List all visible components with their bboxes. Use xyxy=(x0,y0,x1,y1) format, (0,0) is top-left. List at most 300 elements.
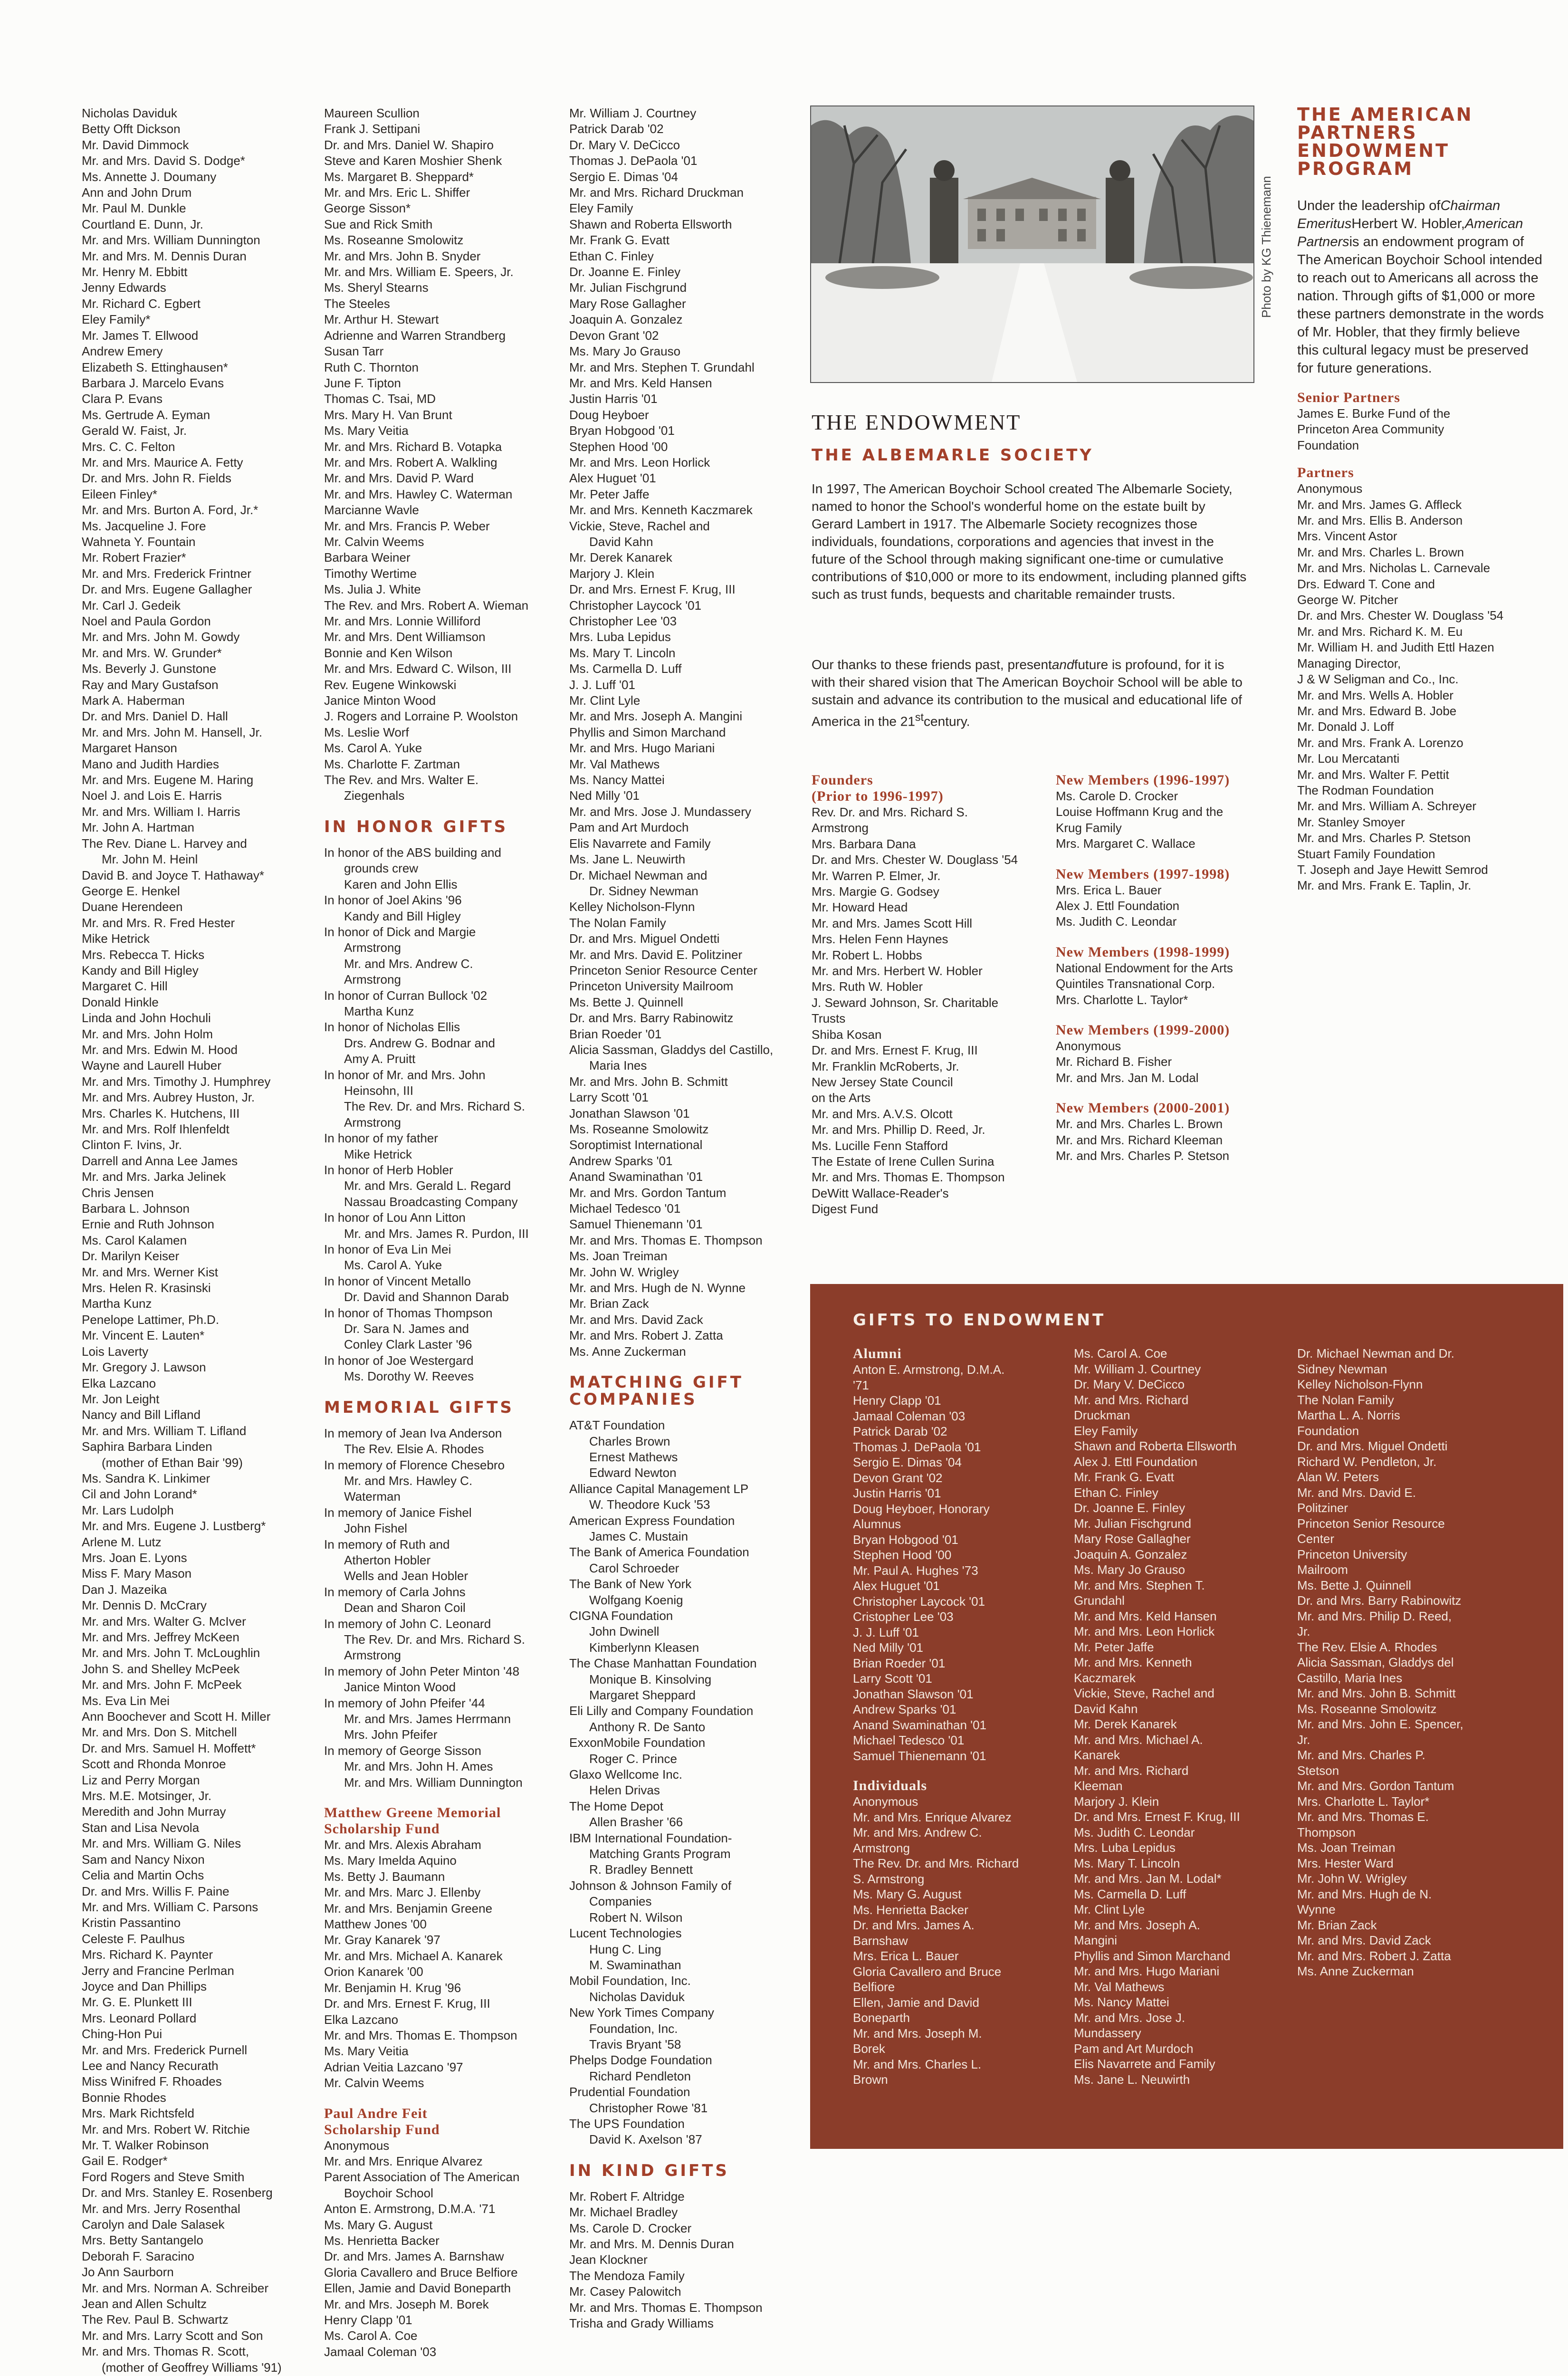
list-item: Mr. Robert Frazier* xyxy=(82,550,186,565)
list-item: Mr. T. Walker Robinson xyxy=(82,2138,209,2152)
list-item: Mr. Carl J. Gedeik xyxy=(82,598,181,613)
list-item: Kristin Passantino xyxy=(82,1916,181,1930)
list-item: Lucent Technologies xyxy=(569,1926,682,1941)
list-item: The Steeles xyxy=(324,296,390,311)
list-item: Mr. and Mrs. Andrew C. xyxy=(853,1825,982,1839)
list-item: Carolyn and Dale Salasek xyxy=(82,2217,225,2232)
list-item: Anand Swaminathan '01 xyxy=(569,1169,703,1184)
list-item: The UPS Foundation xyxy=(569,2116,685,2131)
list-item: Mr. and Mrs. Charles P. xyxy=(1297,1748,1425,1762)
senior-partners-heading: Senior Partners xyxy=(1297,390,1400,405)
matching-gift-heading: MATCHING GIFT COMPANIES xyxy=(569,1373,744,1409)
feit-fund-heading: Paul Andre Feit Scholarship Fund xyxy=(324,2105,440,2137)
list-item: Dr. and Mrs. John R. Fields xyxy=(82,471,231,486)
list-item: Ms. Carmella D. Luff xyxy=(569,661,682,676)
list-item: The Estate of Irene Cullen Surina xyxy=(812,1154,994,1169)
list-item: W. Theodore Kuck '53 xyxy=(589,1497,710,1512)
list-item: Helen Drivas xyxy=(589,1783,660,1798)
list-item: Mr. and Mrs. Philip D. Reed, xyxy=(1297,1609,1452,1623)
founders-list xyxy=(812,805,1035,1217)
list-item: Mr. and Mrs. Gordon Tantum xyxy=(1297,1779,1454,1793)
list-item: Justin Harris '01 xyxy=(569,392,658,406)
list-item: J & W Seligman and Co., Inc. xyxy=(1297,672,1459,687)
in-kind-list xyxy=(569,2189,797,2332)
list-item: Stephen Hood '00 xyxy=(853,1548,952,1562)
list-item: Mr. William J. Courtney xyxy=(569,106,697,120)
list-item: Mr. Casey Palowitch xyxy=(569,2284,681,2299)
new-members-1998-list xyxy=(1056,960,1265,1008)
list-item: Mark A. Haberman xyxy=(82,693,185,708)
list-item: Martha Kunz xyxy=(344,1004,414,1018)
list-item: ExxonMobile Foundation xyxy=(569,1735,706,1750)
list-item: Eley Family xyxy=(569,201,633,216)
alumni-list xyxy=(853,1362,1062,1763)
donor-column-1 xyxy=(82,105,305,2376)
list-item: Wahneta Y. Fountain xyxy=(82,534,196,549)
list-item: In honor of Thomas Thompson xyxy=(324,1305,493,1320)
gifts-to-endowment-heading: GIFTS TO ENDOWMENT xyxy=(853,1311,1106,1330)
list-item: John S. and Shelley McPeek xyxy=(82,1661,240,1676)
new-members-2000-heading: New Members (2000-2001) xyxy=(1056,1100,1230,1116)
list-item: Mr. and Mrs. John B. Snyder xyxy=(324,249,481,263)
list-item: Wayne and Laurell Huber xyxy=(82,1058,221,1073)
list-item: Ned Milly '01 xyxy=(853,1640,924,1655)
list-item: Duane Herendeen xyxy=(82,900,183,914)
list-item: Jamaal Coleman '03 xyxy=(324,2344,437,2359)
list-item: New York Times Company xyxy=(569,2005,714,2020)
list-item: Belfiore xyxy=(853,1980,895,1994)
list-item: Mr. and Mrs. William E. Speers, Jr. xyxy=(324,265,514,279)
list-item: Anonymous xyxy=(1297,481,1363,496)
list-item: Mr. and Mrs. Benjamin Greene xyxy=(324,1901,493,1916)
list-item: Robert N. Wilson xyxy=(589,1910,683,1925)
list-item: Mr. Clint Lyle xyxy=(1074,1902,1145,1916)
list-item: '71 xyxy=(853,1378,869,1392)
list-item: S. Armstrong xyxy=(853,1871,925,1886)
list-item: Drs. Edward T. Cone and xyxy=(1297,576,1435,591)
list-item: Mr. and Mrs. Frederick Frintner xyxy=(82,566,251,581)
list-item: (mother of Ethan Bair '99) xyxy=(102,1455,243,1470)
list-item: The Rev. Dr. and Mrs. Richard S. xyxy=(344,1099,525,1114)
list-item: Mike Hetrick xyxy=(344,1147,412,1161)
list-item: Ray and Mary Gustafson xyxy=(82,677,219,692)
list-item: Mr. Vincent E. Lauten* xyxy=(82,1328,205,1343)
list-item: Ms. Carol A. Coe xyxy=(324,2328,418,2343)
list-item: Richard Pendleton xyxy=(589,2069,691,2083)
list-item: Mr. and Mrs. John T. McLoughlin xyxy=(82,1646,260,1660)
list-item: Kandy and Bill Higley xyxy=(82,963,199,977)
list-item: Mrs. Vincent Astor xyxy=(1297,529,1397,544)
list-item: Mr. and Mrs. Edward B. Jobe xyxy=(1297,703,1457,718)
list-item: Samuel Thienemann '01 xyxy=(569,1217,703,1232)
donor-list xyxy=(82,105,305,2376)
list-item: Ching-Hon Pui xyxy=(82,2027,163,2041)
list-item: Foundation xyxy=(1297,1423,1359,1438)
list-item: Phyllis and Simon Marchand xyxy=(1074,1948,1231,1963)
list-item: Mr. and Mrs. Keld Hansen xyxy=(1074,1609,1217,1623)
list-item: Mr. and Mrs. Kenneth Kaczmarek xyxy=(569,503,753,517)
list-item: Mr. and Mrs. John E. Spencer, xyxy=(1297,1717,1463,1731)
list-item: Mr. Howard Head xyxy=(812,900,908,915)
list-item: Dr. and Mrs. Barry Rabinowitz xyxy=(569,1011,734,1025)
list-item: Dr. and Mrs. Stanley E. Rosenberg xyxy=(82,2185,273,2200)
list-item: Krug Family xyxy=(1056,820,1122,835)
list-item: In honor of Joe Westergard xyxy=(324,1353,474,1368)
list-item: Ms. Jacqueline J. Fore xyxy=(82,518,206,533)
list-item: Ms. Mary T. Lincoln xyxy=(569,645,676,660)
list-item: Princeton University xyxy=(1297,1547,1407,1562)
list-item: Ms. Annette J. Doumany xyxy=(82,169,217,184)
list-item: Nicholas Daviduk xyxy=(589,1989,685,2004)
list-item: In honor of Mr. and Mrs. John xyxy=(324,1067,486,1082)
list-item: James E. Burke Fund of the xyxy=(1297,406,1451,421)
list-item: Mrs. Margie G. Godsey xyxy=(812,884,939,899)
list-item: Alan W. Peters xyxy=(1297,1470,1379,1484)
list-item: Mr. John M. Heinl xyxy=(102,852,198,867)
list-item: Mr. and Mrs. William A. Schreyer xyxy=(1297,799,1477,814)
list-item: Patrick Darab '02 xyxy=(853,1424,947,1438)
list-item: Matching Grants Program xyxy=(589,1847,731,1861)
list-item: Marjory J. Klein xyxy=(569,566,655,581)
list-item: Ford Rogers and Steve Smith xyxy=(82,2169,245,2184)
list-item: Eli Lilly and Company Foundation xyxy=(569,1704,754,1718)
list-item: Mr. and Mrs. Enrique Alvarez xyxy=(853,1810,1012,1824)
list-item: Dr. Marilyn Keiser xyxy=(82,1249,180,1264)
list-item: In memory of Janice Fishel xyxy=(324,1505,472,1520)
list-item: Ms. Julia J. White xyxy=(324,582,421,597)
list-item: John Fishel xyxy=(344,1521,407,1536)
list-item: Mr. and Mrs. John H. Ames xyxy=(344,1759,493,1774)
list-item: John Dwinell xyxy=(589,1624,660,1639)
list-item: Mr. and Mrs. Werner Kist xyxy=(82,1265,219,1279)
list-item: Dr. and Mrs. Chester W. Douglass '54 xyxy=(1297,608,1504,623)
list-item: American Express Foundation xyxy=(569,1513,735,1528)
list-item: Princeton Senior Resource xyxy=(1297,1516,1445,1531)
list-item: Mr. and Mrs. Lonnie Williford xyxy=(324,614,481,628)
list-item: Kelley Nicholson-Flynn xyxy=(569,900,695,914)
list-item: The Rev. Dr. and Mrs. Richard S. xyxy=(344,1632,525,1647)
endowment-paragraph-1: In 1997, The American Boychoir School created The Albemarle Society, named to honor the School's wonderful home on the estate built by Gerard Lambert in 1917. The Albemarle Society recognizes those individuals, foundations, corporations and agencies that invest in the future of the School through making significant one-time or cumulative contributions of $10,000 or more to its endowment, including planned gifts such as trust funds, bequests and charitable remainder trusts. xyxy=(812,481,1247,602)
list-item: Mr. and Mrs. Richard Kleeman xyxy=(1056,1132,1223,1147)
list-item: Mr. and Mrs. Hugh de N. xyxy=(1297,1887,1432,1901)
list-item: Mr. and Mrs. Hugo Mariani xyxy=(569,741,715,756)
list-item: Ann Boochever and Scott H. Miller xyxy=(82,1709,271,1724)
list-item: Princeton University Mailroom xyxy=(569,979,734,994)
list-item: Devon Grant '02 xyxy=(569,328,659,343)
list-item: Dr. David and Shannon Darab xyxy=(344,1290,509,1304)
partners-heading: Partners xyxy=(1297,465,1354,481)
list-item: Mr. and Mrs. John M. Hansell, Jr. xyxy=(82,725,263,739)
list-item: Waterman xyxy=(344,1489,401,1504)
list-item: Liz and Perry Morgan xyxy=(82,1772,200,1787)
list-item: Mr. and Mrs. Robert A. Walkling xyxy=(324,455,497,469)
list-item: Monique B. Kinsolving xyxy=(589,1672,712,1686)
list-item: In honor of Eva Lin Mei xyxy=(324,1242,451,1257)
list-item: Anonymous xyxy=(324,2138,390,2153)
list-item: Ms. Judith C. Leondar xyxy=(1074,1825,1195,1839)
list-item: Celeste F. Paulhus xyxy=(82,1931,185,1946)
list-item: Mr. Peter Jaffe xyxy=(569,487,650,501)
list-item: Shawn and Roberta Ellsworth xyxy=(569,217,732,231)
list-item: Mr. and Mrs. Wells A. Hobler xyxy=(1297,688,1453,702)
list-item: Mr. and Mrs. Rolf Ihlenfeldt xyxy=(82,1122,229,1136)
list-item: Elis Navarrete and Family xyxy=(569,836,711,851)
list-item: Ms. Anne Zuckerman xyxy=(569,1344,686,1359)
list-item: Mr. and Mrs. Charles L. Brown xyxy=(1056,1117,1223,1131)
list-item: Ms. Margaret B. Sheppard* xyxy=(324,169,474,184)
list-item: Mr. Robert L. Hobbs xyxy=(812,948,922,962)
list-item: Christopher Rowe '81 xyxy=(589,2100,708,2115)
list-item: Mr. and Mrs. Jan M. Lodal* xyxy=(1074,1871,1222,1886)
list-item: The Chase Manhattan Foundation xyxy=(569,1656,757,1671)
list-item: Mr. and Mrs. Francis P. Weber xyxy=(324,518,490,533)
list-item: Trusts xyxy=(812,1011,846,1026)
list-item: Politziner xyxy=(1297,1501,1348,1515)
list-item: Dr. and Mrs. Ernest F. Krug, III xyxy=(1074,1810,1240,1824)
list-item: Ms. Joan Treiman xyxy=(1297,1840,1396,1855)
list-item: Mary Rose Gallagher xyxy=(569,296,686,311)
new-members-column xyxy=(1056,772,1265,1164)
list-item: Kleeman xyxy=(1074,1779,1123,1793)
list-item: Rev. Dr. and Mrs. Richard S. xyxy=(812,805,968,819)
list-item: Vickie, Steve, Rachel and xyxy=(569,518,710,533)
list-item: National Endowment for the Arts xyxy=(1056,960,1233,975)
list-item: Mundassery xyxy=(1074,2026,1141,2040)
list-item: Steve and Karen Moshier Shenk xyxy=(324,153,502,168)
list-item: Henry Clapp '01 xyxy=(853,1393,941,1408)
list-item: Mr. Gray Kanarek '97 xyxy=(324,1933,440,1947)
list-item: Dr. and Mrs. Barry Rabinowitz xyxy=(1297,1593,1462,1608)
list-item: Chris Jensen xyxy=(82,1185,154,1200)
list-item: Sue and Rick Smith xyxy=(324,217,433,231)
list-item: The Rodman Foundation xyxy=(1297,783,1434,797)
list-item: Mr. Jon Leight xyxy=(82,1391,160,1406)
list-item: Ms. Joan Treiman xyxy=(569,1249,668,1264)
memorial-gifts-list xyxy=(324,1426,562,1791)
list-item: Elka Lazcano xyxy=(324,2012,399,2027)
list-item: Margaret C. Hill xyxy=(82,979,168,994)
list-item: Miss Winifred F. Rhoades xyxy=(82,2074,222,2089)
list-item: Ellen, Jamie and David xyxy=(853,1995,979,2010)
list-item: Dr. and Mrs. Ernest F. Krug, III xyxy=(812,1043,978,1058)
list-item: Mr. and Mrs. Charles L. Brown xyxy=(1297,545,1464,559)
list-item: Bonnie Rhodes xyxy=(82,2090,166,2105)
list-item: Mr. and Mrs. Thomas E. Thompson xyxy=(324,2028,517,2042)
list-item: Mrs. Betty Santangelo xyxy=(82,2233,203,2248)
list-item: Michael Tedesco '01 xyxy=(569,1201,681,1216)
list-item: Alicia Sassman, Gladdys del Castillo, xyxy=(569,1042,774,1057)
list-item: Pam and Art Murdoch xyxy=(569,820,689,835)
list-item: Mr. Paul M. Dunkle xyxy=(82,201,186,216)
list-item: Mr. and Mrs. David Zack xyxy=(569,1312,703,1327)
endowment-paragraph-2: Our thanks to these friends past, presentandfuture is profound, for it is with their shared vision that The American Boychoir School will be able to sustain and advance its contribution to the musical and educational life of America in the 21stcentury. xyxy=(812,657,1243,729)
list-item: DeWitt Wallace-Reader's xyxy=(812,1186,949,1200)
list-item: Mr. John W. Wrigley xyxy=(1297,1871,1407,1886)
list-item: Jonathan Slawson '01 xyxy=(569,1106,690,1121)
list-item: Samuel Thienemann '01 xyxy=(853,1748,986,1763)
list-item: Mr. and Mrs. Hawley C. xyxy=(344,1473,473,1488)
list-item: Mr. and Mrs. Robert W. Ritchie xyxy=(82,2122,250,2136)
list-item: Bonnie and Ken Wilson xyxy=(324,645,453,660)
list-item: Barbara Weiner xyxy=(324,550,411,565)
list-item: Mano and Judith Hardies xyxy=(82,757,220,771)
list-item: Mr. and Mrs. Thomas E. xyxy=(1297,1810,1429,1824)
list-item: Quintiles Transnational Corp. xyxy=(1056,977,1215,991)
list-item: Mr. Robert F. Altridge xyxy=(569,2189,685,2204)
founders-heading: Founders (Prior to 1996-1997) xyxy=(812,772,944,804)
list-item: Kanarek xyxy=(1074,1748,1120,1762)
list-item: Cil and John Lorand* xyxy=(82,1487,197,1502)
list-item: Lois Laverty xyxy=(82,1344,149,1359)
list-item: Ms. Jane L. Neuwirth xyxy=(569,852,686,867)
list-item: Eley Family xyxy=(1074,1423,1138,1438)
list-item: Alex Huguet '01 xyxy=(569,471,656,486)
list-item: Eley Family* xyxy=(82,312,151,327)
gifts-column-1 xyxy=(853,1346,1062,2088)
list-item: Christopher Laycock '01 xyxy=(853,1594,985,1609)
list-item: Mr. Clint Lyle xyxy=(569,693,641,708)
list-item: Mr. and Mrs. Norman A. Schreiber xyxy=(82,2280,269,2295)
list-item: Rev. Eugene Winkowski xyxy=(324,677,457,692)
list-item: Jamaal Coleman '03 xyxy=(853,1408,966,1423)
list-item: Deborah F. Saracino xyxy=(82,2249,195,2263)
list-item: Susan Tarr xyxy=(324,344,384,359)
list-item: Foundation xyxy=(1297,438,1359,452)
list-item: Mr. and Mrs. Richard Druckman xyxy=(569,185,744,200)
list-item: Shawn and Roberta Ellsworth xyxy=(1074,1439,1237,1453)
list-item: Dr. Mary V. DeCicco xyxy=(569,137,680,152)
list-item: Alex J. Ettl Foundation xyxy=(1056,899,1180,913)
list-item: In honor of Dick and Margie xyxy=(324,924,476,939)
list-item: Dr. Joanne E. Finley xyxy=(569,265,681,279)
list-item: Sergio E. Dimas '04 xyxy=(853,1455,962,1469)
list-item: Mrs. Joan E. Lyons xyxy=(82,1550,187,1565)
list-item: Atherton Hobler xyxy=(344,1552,431,1567)
senior-partners-list xyxy=(1297,406,1544,453)
list-item: Mr. and Mrs. Gerald L. Regard xyxy=(344,1178,511,1193)
list-item: Mr. and Mrs. Jeffrey McKeen xyxy=(82,1630,239,1644)
list-item: Janice Minton Wood xyxy=(324,693,436,708)
list-item: Cristopher Lee '03 xyxy=(853,1610,954,1624)
list-item: J. J. Luff '01 xyxy=(853,1625,919,1639)
list-item: Alicia Sassman, Gladdys del xyxy=(1297,1655,1454,1669)
list-item: Mrs. Helen R. Krasinski xyxy=(82,1281,211,1295)
list-item: June F. Tipton xyxy=(324,375,401,390)
list-item: Mr. and Mrs. Eric L. Shiffer xyxy=(324,185,470,200)
list-item: Mr. and Mrs. Charles P. Stetson xyxy=(1297,831,1471,845)
list-item: on the Arts xyxy=(812,1091,871,1105)
list-item: Amy A. Pruitt xyxy=(344,1052,416,1066)
list-item: Thomas J. DePaola '01 xyxy=(569,153,698,168)
list-item: Mr. and Mrs. Thomas R. Scott, xyxy=(82,2344,249,2359)
list-item: Mr. and Mrs. Dent Williamson xyxy=(324,630,486,644)
list-item: In memory of Ruth and xyxy=(324,1537,450,1552)
list-item: Drs. Andrew G. Bodnar and xyxy=(344,1035,495,1050)
list-item: Mrs. Charlotte L. Taylor* xyxy=(1297,1794,1430,1809)
list-item: Mr. and Mrs. Timothy J. Humphrey xyxy=(82,1074,271,1089)
list-item: Mr. and Mrs. Hugh de N. Wynne xyxy=(569,1281,746,1295)
list-item: Mr. G. E. Plunkett III xyxy=(82,1995,192,2010)
list-item: Mr. and Mrs. Don S. Mitchell xyxy=(82,1725,237,1740)
list-item: Ms. Jane L. Neuwirth xyxy=(1074,2072,1190,2087)
list-item: Brown xyxy=(853,2072,888,2087)
list-item: Ms. Mary T. Lincoln xyxy=(1074,1856,1180,1870)
list-item: Ernie and Ruth Johnson xyxy=(82,1217,214,1232)
list-item: David K. Axelson '87 xyxy=(589,2132,702,2147)
list-item: Stetson xyxy=(1297,1763,1339,1778)
list-item: Borek xyxy=(853,2041,885,2056)
american-partners-intro: Under the leadership ofChairman EmeritusHerbert W. Hobler,American Partnersis an endowment program of The American Boychoir School intended to reach out to Americans all across the nation. Through gifts of $1,000 or more these partners demonstrate in the words of Mr. Hobler, that they firmly believe this cultural legacy must be preserved for future generations. xyxy=(1297,198,1544,376)
list-item: Mrs. Charles K. Hutchens, III xyxy=(82,1106,240,1121)
list-item: Mr. and Mrs. Burton A. Ford, Jr.* xyxy=(82,503,258,517)
list-item: Elis Navarrete and Family xyxy=(1074,2057,1215,2071)
list-item: Nassau Broadcasting Company xyxy=(344,1194,518,1209)
list-item: Mr. Val Mathews xyxy=(569,757,660,771)
list-item: Mr. and Mrs. Gordon Tantum xyxy=(569,1185,727,1200)
list-item: Ms. Leslie Worf xyxy=(324,725,409,739)
list-item: Joyce and Dan Phillips xyxy=(82,1979,207,1993)
list-item: Ms. Judith C. Leondar xyxy=(1056,914,1177,929)
list-item: Mrs. Helen Fenn Haynes xyxy=(812,932,948,947)
list-item: Barbara L. Johnson xyxy=(82,1201,190,1216)
list-item: Jerry and Francine Perlman xyxy=(82,1963,234,1978)
list-item: Nicholas Daviduk xyxy=(82,106,177,120)
list-item: Mrs. Erica L. Bauer xyxy=(1056,882,1162,897)
list-item: Mr. and Mrs. Michael A. Kanarek xyxy=(324,1948,503,1963)
list-item: Mr. and Mrs. M. Dennis Duran xyxy=(569,2237,734,2251)
list-item: Alex J. Ettl Foundation xyxy=(1074,1454,1198,1469)
list-item: Betty Offt Dickson xyxy=(82,122,181,136)
list-item: Thomas J. DePaola '01 xyxy=(853,1439,981,1454)
list-item: Jean Klockner xyxy=(569,2252,648,2267)
list-item: Mr. Lars Ludolph xyxy=(82,1503,174,1517)
list-item: Mrs. Leonard Pollard xyxy=(82,2011,197,2025)
list-item: Heinsohn, III xyxy=(344,1083,413,1098)
list-item: Mr. Benjamin H. Krug '96 xyxy=(324,1980,461,1995)
list-item: Mr. and Mrs. Joseph M. xyxy=(853,2026,982,2041)
list-item: Princeton Area Community xyxy=(1297,422,1444,437)
list-item: Mr. and Mrs. John B. Schmitt xyxy=(1297,1686,1456,1700)
list-item: George E. Henkel xyxy=(82,883,180,898)
list-item: Mike Hetrick xyxy=(82,931,150,946)
list-item: Margaret Hanson xyxy=(82,741,177,756)
endowment-title: THE ENDOWMENT xyxy=(812,410,1022,434)
list-item: Mr. and Mrs. Jose J. xyxy=(1074,2010,1186,2025)
list-item: Mr. and Mrs. William I. Harris xyxy=(82,804,240,819)
list-item: Mr. and Mrs. Charles P. Stetson xyxy=(1056,1149,1230,1163)
list-item: Kimberlynn Kleasen xyxy=(589,1640,699,1655)
list-item: In honor of Herb Hobler xyxy=(324,1163,453,1177)
new-members-1997-list xyxy=(1056,882,1265,930)
list-item: Kelley Nicholson-Flynn xyxy=(1297,1377,1423,1391)
list-item: Mrs. C. C. Felton xyxy=(82,439,175,454)
list-item: Ms. Carole D. Crocker xyxy=(1056,789,1178,803)
list-item: Mrs. M.E. Motsinger, Jr. xyxy=(82,1789,212,1803)
list-item: Celia and Martin Ochs xyxy=(82,1868,204,1883)
list-item: The Rev. Paul B. Schwartz xyxy=(82,2312,229,2327)
list-item: Anand Swaminathan '01 xyxy=(853,1717,987,1732)
list-item: Mr. and Mrs. Edwin M. Hood xyxy=(82,1042,238,1057)
list-item: Ernest Mathews xyxy=(589,1449,678,1464)
list-item: J. J. Luff '01 xyxy=(569,677,635,692)
list-item: Darrell and Anna Lee James xyxy=(82,1153,238,1168)
list-item: Ms. Roseanne Smolowitz xyxy=(569,1122,709,1136)
list-item: Ms. Carole D. Crocker xyxy=(569,2221,692,2235)
list-item: Jo Ann Saurborn xyxy=(82,2265,174,2280)
list-item: In honor of the ABS building and xyxy=(324,845,501,860)
list-item: Mr. Warren P. Elmer, Jr. xyxy=(812,868,941,883)
list-item: Soroptimist International xyxy=(569,1138,703,1152)
